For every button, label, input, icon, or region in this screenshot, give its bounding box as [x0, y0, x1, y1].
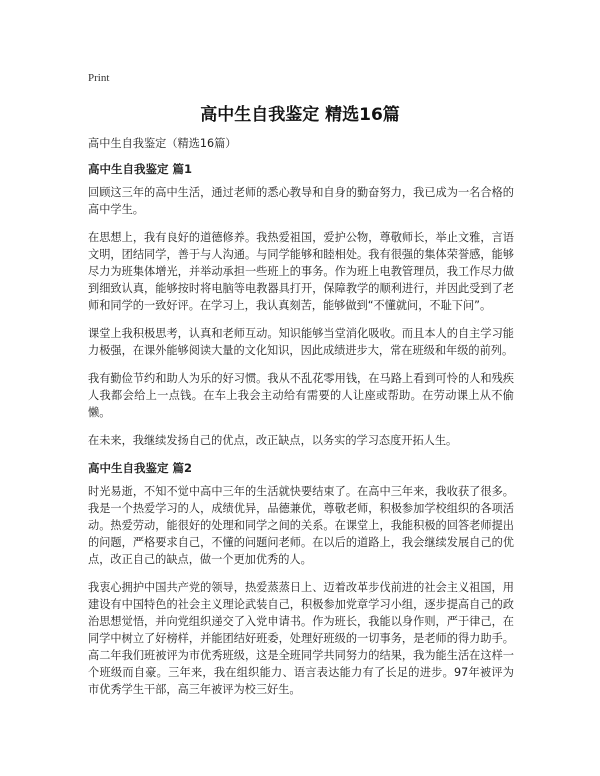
paragraph: 我有勤俭节约和助人为乐的好习惯。我从不乱花零用钱，在马路上看到可怜的人和残疾人我都会给上一点钱。在车上我会主动给有需要的人让座或帮助。在劳动课上从不偷懒。	[88, 372, 514, 419]
document-subtitle: 高中生自我鉴定（精选16篇）	[88, 137, 237, 150]
paragraph: 回顾这三年的高中生活，通过老师的悉心教导和自身的勤奋努力，我已成为一名合格的高中学生。	[88, 186, 514, 216]
paragraph: 课堂上我积极思考，认真和老师互动。知识能够当堂消化吸收。而且本人的自主学习能力极强，在课外能够阅读大量的文化知识，因此成绩进步大，常在班级和年级的前列。	[88, 327, 514, 357]
section-heading: 高中生自我鉴定 篇2	[88, 461, 193, 475]
page-title: 高中生自我鉴定 精选16篇	[200, 105, 400, 125]
paragraph: 在思想上，我有良好的道德修养。我热爱祖国，爱护公物，尊敬师长，举止文雅，言语文明，团结同学，善于与人沟通。与同学能够和睦相处。我有很强的集体荣誉感，能够尽力为班集体增光，并举动承担一些班上的事务。作为班上电教管理员，我工作尽力做到细致认真，能够按时将电脑等电教器具打开，保障教学的顺利进行，并因此受到了老师和同学的一致好评。在学习上，我认真刻苦，能够做到“不懂就问，不耻下问”。	[88, 231, 514, 312]
paragraph: 在未来，我继续发扬自己的优点，改正缺点，以务实的学习态度开拓人生。	[88, 434, 458, 447]
print-label[interactable]: Print	[88, 72, 110, 84]
section-heading: 高中生自我鉴定 篇1	[88, 162, 193, 176]
paragraph: 时光易逝，不知不觉中高中三年的生活就快要结束了。在高中三年来，我收获了很多。我是一个热爱学习的人，成绩优异，品德兼优，尊敬老师，积极参加学校组织的各项活动。热爱劳动，能很好的处理和同学之间的关系。在课堂上，我能积极的回答老师提出的问题，严格要求自己，不懂的问题问老师。在以后的道路上，我会继续发展自己的优点，改正自己的缺点，做一个更加优秀的人。	[88, 485, 514, 566]
paragraph: 我衷心拥护中国共产党的领导，热爱蒸蒸日上、迈着改革步伐前进的社会主义祖国，用建设有中国特色的社会主义理论武装自己，积极参加党章学习小组，逐步提高自己的政治思想觉悟，并向党组织递交了入党申请书。作为班长，我能以身作则，严于律己，在同学中树立了好榜样，并能团结好班委，处理好班级的一切事务，是老师的得力助手。高二年我们班被评为市优秀班级，这是全班同学共同努力的结果，我为能生活在这样一个班级而自豪。三年来，我在组织能力、语言表达能力有了长足的进步。97年被评为市优秀学生干部，高三年被评为校三好生。	[88, 581, 514, 696]
document-body	[88, 135, 514, 709]
section-2	[88, 460, 514, 698]
section-1	[88, 161, 514, 449]
